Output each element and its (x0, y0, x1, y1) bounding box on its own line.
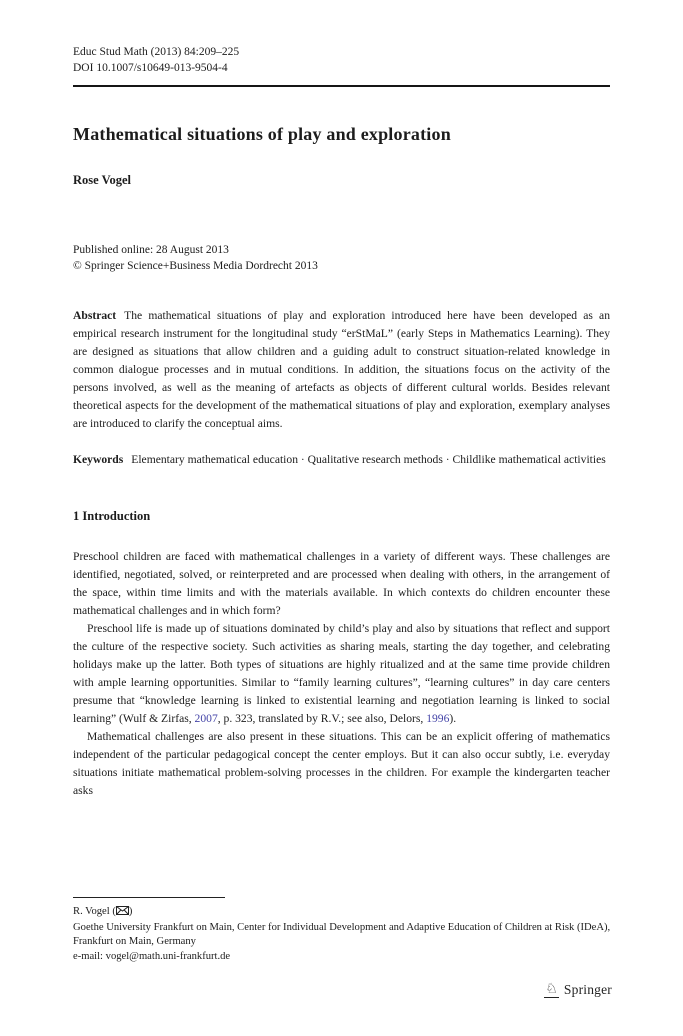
correspondence-footnote (73, 897, 613, 964)
correspondence-name-close: ) (128, 906, 133, 917)
footnote-rule (73, 897, 225, 898)
paragraph-2-text: Preschool life is made up of situations dominated by child’s play and also by situations that reflect and support the culture of the respective society. Such activities as sharing meals, starting the day together, and celebrating holidays make up the latter. Both types of situations are highly ritualized and at the same time provide children with ample learning opportunities. Similar to “family learning cultures”, “learning cultures” in day care centers presume that “knowledge learning is linked to existential learning and negotiation learning is linked to social learning” (Wulf & Zirfas, (73, 622, 610, 725)
envelope-icon (116, 906, 129, 921)
paragraph-1: Preschool children are faced with mathematical challenges in a variety of different ways. These challenges are identified, negotiated, solved, or reinterpreted and are processed when dealing with others, in the arrangement of the space, within time limits and with the materials available. In which contexts do children encounter these mathematical challenges and in which form? (73, 550, 610, 617)
citation-link-delors-1996[interactable]: 1996 (426, 712, 450, 725)
journal-header (73, 44, 610, 76)
correspondence-name: R. Vogel ( (73, 906, 116, 917)
publication-info (73, 242, 610, 274)
keywords-text: Elementary mathematical education · Qualitative research methods · Childlike mathematical activities (131, 453, 606, 466)
paragraph-2-text-mid: , p. 323, translated by R.V.; see also, Delors, (217, 712, 427, 725)
abstract-label: Abstract (73, 309, 117, 322)
abstract (73, 307, 610, 433)
header-rule (73, 85, 610, 87)
doi: DOI 10.1007/s10649-013-9504-4 (73, 62, 228, 74)
affiliation: Goethe University Frankfurt on Main, Center for Individual Development and Adaptive Education of Children at Risk (IDeA), Frankfurt on Main, Germany (73, 921, 611, 947)
publisher-logo (544, 982, 612, 998)
paragraph-3: Mathematical challenges are also present in these situations. This can be an explicit offering of mathematics independent of the particular pedagogical concept the center employs. But it can also occur subtly, i.e. everyday situations initiate mathematical problem-solving processes in the children. For example the kindergarten teacher asks (73, 730, 610, 797)
published-online: Published online: 28 August 2013 (73, 244, 229, 256)
citation-link-wulf-zirfas-2007[interactable]: 2007 (194, 712, 218, 725)
paragraph-2 (73, 620, 610, 728)
journal-ref: Educ Stud Math (2013) 84:209–225 (73, 46, 240, 58)
copyright-line: © Springer Science+Business Media Dordrecht 2013 (73, 260, 318, 272)
keywords (73, 451, 610, 469)
abstract-text: The mathematical situations of play and exploration introduced here have been developed as an empirical research instrument for the longitudinal study “erStMaL” (early Steps in Mathematics Learning). They are designed as situations that allow children and a guiding adult to construct situation-related knowledge in common dialogue processes and in mutual conditions. In addition, the situations focus on the activity of the persons involved, as well as the meaning of artefacts as objects of different cultural worlds. Besides relevant theoretical aspects for the development of the mathematical situations of play and exploration, exemplary analyses are introduced to clarify the conceptual aims. (73, 309, 610, 430)
paragraph-2-text-end: ). (449, 712, 457, 725)
page-title: Mathematical situations of play and exploration (73, 124, 451, 144)
springer-knight-icon: ♘ (545, 981, 558, 997)
author-name: Rose Vogel (73, 173, 131, 187)
email-line: e-mail: vogel@math.uni-frankfurt.de (73, 950, 231, 962)
section-heading-introduction: 1 Introduction (73, 509, 151, 523)
publisher-name: Springer (563, 982, 612, 997)
correspondence-author (73, 905, 613, 921)
keywords-label: Keywords (73, 453, 124, 466)
